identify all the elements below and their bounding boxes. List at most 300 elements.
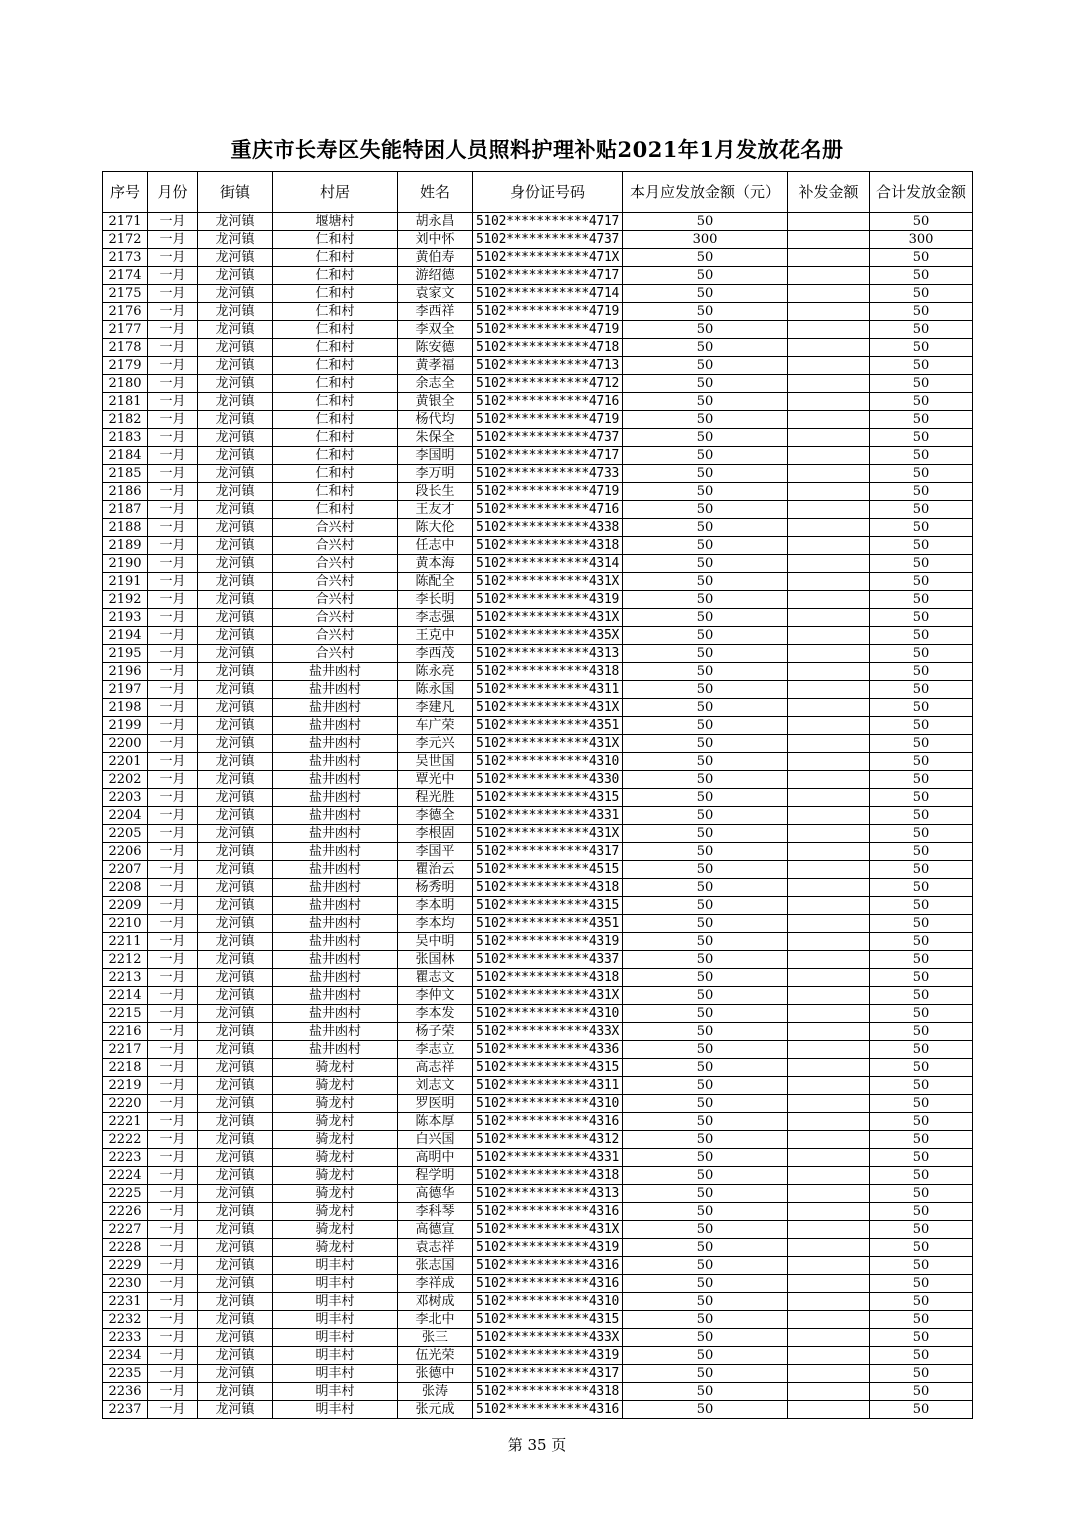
cell-serial: 2228	[103, 1239, 148, 1257]
cell-serial: 2204	[103, 807, 148, 825]
cell-month: 一月	[148, 1293, 198, 1311]
cell-back-pay	[788, 771, 870, 789]
cell-name: 吴中明	[398, 933, 473, 951]
cell-village: 明丰村	[273, 1365, 398, 1383]
cell-id-number: 5102***********4338	[473, 519, 623, 537]
cell-total-amount: 50	[870, 1401, 973, 1419]
cell-total-amount: 50	[870, 969, 973, 987]
cell-name: 伍光荣	[398, 1347, 473, 1365]
table-row	[103, 1257, 973, 1275]
table-row	[103, 753, 973, 771]
cell-id-number: 5102***********4319	[473, 933, 623, 951]
table-row	[103, 1059, 973, 1077]
table-row	[103, 393, 973, 411]
cell-id-number: 5102***********431X	[473, 1221, 623, 1239]
table-row	[103, 1365, 973, 1383]
table-row	[103, 555, 973, 573]
cell-back-pay	[788, 555, 870, 573]
cell-village: 盐井凼村	[273, 1023, 398, 1041]
cell-serial: 2190	[103, 555, 148, 573]
cell-village: 明丰村	[273, 1257, 398, 1275]
header-village: 村居	[273, 172, 398, 213]
cell-serial: 2182	[103, 411, 148, 429]
header-back-pay: 补发金额	[788, 172, 870, 213]
cell-name: 李祥成	[398, 1275, 473, 1293]
cell-total-amount: 50	[870, 1383, 973, 1401]
table-row	[103, 267, 973, 285]
cell-back-pay	[788, 789, 870, 807]
cell-village: 明丰村	[273, 1347, 398, 1365]
cell-serial: 2224	[103, 1167, 148, 1185]
cell-name: 朱保全	[398, 429, 473, 447]
table-row	[103, 303, 973, 321]
cell-back-pay	[788, 1131, 870, 1149]
cell-village: 盐井凼村	[273, 933, 398, 951]
cell-back-pay	[788, 1239, 870, 1257]
cell-total-amount: 50	[870, 609, 973, 627]
cell-monthly-amount: 50	[623, 753, 788, 771]
cell-id-number: 5102***********4719	[473, 483, 623, 501]
cell-monthly-amount: 50	[623, 1023, 788, 1041]
cell-serial: 2176	[103, 303, 148, 321]
table-row	[103, 969, 973, 987]
cell-serial: 2200	[103, 735, 148, 753]
cell-name: 王克中	[398, 627, 473, 645]
cell-serial: 2179	[103, 357, 148, 375]
cell-town: 龙河镇	[198, 753, 273, 771]
cell-month: 一月	[148, 1239, 198, 1257]
cell-id-number: 5102***********433X	[473, 1023, 623, 1041]
cell-monthly-amount: 50	[623, 1167, 788, 1185]
cell-town: 龙河镇	[198, 933, 273, 951]
cell-id-number: 5102***********4717	[473, 213, 623, 231]
cell-name: 杨子荣	[398, 1023, 473, 1041]
table-row	[103, 429, 973, 447]
table-row	[103, 879, 973, 897]
cell-back-pay	[788, 1401, 870, 1419]
cell-back-pay	[788, 231, 870, 249]
cell-back-pay	[788, 1059, 870, 1077]
cell-monthly-amount: 50	[623, 897, 788, 915]
cell-total-amount: 50	[870, 267, 973, 285]
cell-town: 龙河镇	[198, 1383, 273, 1401]
cell-back-pay	[788, 501, 870, 519]
cell-name: 刘中怀	[398, 231, 473, 249]
table-row	[103, 249, 973, 267]
table-row	[103, 501, 973, 519]
cell-total-amount: 50	[870, 825, 973, 843]
cell-name: 李双全	[398, 321, 473, 339]
cell-village: 合兴村	[273, 627, 398, 645]
cell-monthly-amount: 50	[623, 699, 788, 717]
cell-village: 盐井凼村	[273, 825, 398, 843]
cell-id-number: 5102***********4319	[473, 1347, 623, 1365]
cell-serial: 2211	[103, 933, 148, 951]
cell-month: 一月	[148, 393, 198, 411]
cell-serial: 2171	[103, 213, 148, 231]
cell-name: 任志中	[398, 537, 473, 555]
cell-name: 高明中	[398, 1149, 473, 1167]
cell-monthly-amount: 50	[623, 1113, 788, 1131]
cell-town: 龙河镇	[198, 537, 273, 555]
cell-total-amount: 300	[870, 231, 973, 249]
cell-total-amount: 50	[870, 213, 973, 231]
cell-back-pay	[788, 1293, 870, 1311]
cell-serial: 2203	[103, 789, 148, 807]
cell-name: 杨代均	[398, 411, 473, 429]
cell-id-number: 5102***********4351	[473, 915, 623, 933]
cell-month: 一月	[148, 1131, 198, 1149]
cell-month: 一月	[148, 663, 198, 681]
cell-village: 仁和村	[273, 393, 398, 411]
table-row	[103, 1203, 973, 1221]
cell-total-amount: 50	[870, 1059, 973, 1077]
cell-serial: 2237	[103, 1401, 148, 1419]
table-row	[103, 1023, 973, 1041]
cell-village: 盐井凼村	[273, 879, 398, 897]
cell-month: 一月	[148, 897, 198, 915]
cell-serial: 2235	[103, 1365, 148, 1383]
cell-serial: 2215	[103, 1005, 148, 1023]
cell-back-pay	[788, 249, 870, 267]
cell-town: 龙河镇	[198, 321, 273, 339]
cell-monthly-amount: 50	[623, 501, 788, 519]
cell-serial: 2212	[103, 951, 148, 969]
cell-town: 龙河镇	[198, 861, 273, 879]
header-name: 姓名	[398, 172, 473, 213]
cell-month: 一月	[148, 411, 198, 429]
cell-name: 陈本厚	[398, 1113, 473, 1131]
table-row	[103, 609, 973, 627]
cell-total-amount: 50	[870, 1113, 973, 1131]
cell-monthly-amount: 50	[623, 717, 788, 735]
header-row	[103, 172, 973, 213]
cell-total-amount: 50	[870, 861, 973, 879]
cell-name: 高德华	[398, 1185, 473, 1203]
table-body	[103, 213, 973, 1419]
cell-back-pay	[788, 573, 870, 591]
cell-village: 骑龙村	[273, 1221, 398, 1239]
cell-town: 龙河镇	[198, 447, 273, 465]
cell-total-amount: 50	[870, 393, 973, 411]
cell-name: 李万明	[398, 465, 473, 483]
cell-town: 龙河镇	[198, 393, 273, 411]
cell-total-amount: 50	[870, 321, 973, 339]
cell-monthly-amount: 50	[623, 1077, 788, 1095]
cell-village: 合兴村	[273, 519, 398, 537]
cell-village: 骑龙村	[273, 1131, 398, 1149]
cell-monthly-amount: 50	[623, 1131, 788, 1149]
cell-back-pay	[788, 843, 870, 861]
cell-back-pay	[788, 915, 870, 933]
cell-village: 盐井凼村	[273, 789, 398, 807]
cell-id-number: 5102***********4315	[473, 897, 623, 915]
cell-village: 仁和村	[273, 231, 398, 249]
cell-town: 龙河镇	[198, 339, 273, 357]
cell-village: 仁和村	[273, 447, 398, 465]
cell-total-amount: 50	[870, 1239, 973, 1257]
cell-town: 龙河镇	[198, 609, 273, 627]
cell-village: 明丰村	[273, 1275, 398, 1293]
cell-town: 龙河镇	[198, 1347, 273, 1365]
cell-monthly-amount: 50	[623, 951, 788, 969]
cell-name: 李国平	[398, 843, 473, 861]
cell-back-pay	[788, 537, 870, 555]
cell-month: 一月	[148, 1149, 198, 1167]
cell-back-pay	[788, 357, 870, 375]
cell-id-number: 5102***********4312	[473, 1131, 623, 1149]
cell-village: 合兴村	[273, 645, 398, 663]
cell-back-pay	[788, 483, 870, 501]
cell-name: 李仲文	[398, 987, 473, 1005]
cell-town: 龙河镇	[198, 735, 273, 753]
cell-monthly-amount: 50	[623, 573, 788, 591]
cell-serial: 2193	[103, 609, 148, 627]
cell-monthly-amount: 300	[623, 231, 788, 249]
table-row	[103, 663, 973, 681]
cell-town: 龙河镇	[198, 1329, 273, 1347]
cell-monthly-amount: 50	[623, 1329, 788, 1347]
cell-village: 仁和村	[273, 429, 398, 447]
cell-serial: 2187	[103, 501, 148, 519]
cell-back-pay	[788, 1077, 870, 1095]
cell-village: 仁和村	[273, 483, 398, 501]
cell-name: 李西茂	[398, 645, 473, 663]
cell-village: 明丰村	[273, 1383, 398, 1401]
table-row	[103, 987, 973, 1005]
cell-village: 盐井凼村	[273, 1041, 398, 1059]
header-town: 街镇	[198, 172, 273, 213]
cell-total-amount: 50	[870, 987, 973, 1005]
cell-monthly-amount: 50	[623, 339, 788, 357]
cell-back-pay	[788, 1149, 870, 1167]
cell-month: 一月	[148, 465, 198, 483]
cell-name: 瞿志文	[398, 969, 473, 987]
cell-total-amount: 50	[870, 1095, 973, 1113]
cell-total-amount: 50	[870, 627, 973, 645]
cell-total-amount: 50	[870, 753, 973, 771]
cell-village: 合兴村	[273, 555, 398, 573]
table-row	[103, 807, 973, 825]
table-row	[103, 1167, 973, 1185]
cell-back-pay	[788, 1203, 870, 1221]
cell-village: 骑龙村	[273, 1185, 398, 1203]
table-row	[103, 1401, 973, 1419]
cell-total-amount: 50	[870, 717, 973, 735]
cell-id-number: 5102***********4317	[473, 843, 623, 861]
cell-town: 龙河镇	[198, 681, 273, 699]
cell-month: 一月	[148, 933, 198, 951]
cell-name: 陈永国	[398, 681, 473, 699]
table-row	[103, 1077, 973, 1095]
cell-month: 一月	[148, 375, 198, 393]
cell-monthly-amount: 50	[623, 411, 788, 429]
table-row	[103, 627, 973, 645]
cell-month: 一月	[148, 1023, 198, 1041]
cell-id-number: 5102***********4315	[473, 1059, 623, 1077]
cell-name: 张德中	[398, 1365, 473, 1383]
cell-town: 龙河镇	[198, 1221, 273, 1239]
cell-month: 一月	[148, 267, 198, 285]
cell-monthly-amount: 50	[623, 987, 788, 1005]
table-row	[103, 447, 973, 465]
cell-total-amount: 50	[870, 1311, 973, 1329]
cell-town: 龙河镇	[198, 1293, 273, 1311]
cell-monthly-amount: 50	[623, 663, 788, 681]
cell-name: 车广荣	[398, 717, 473, 735]
cell-village: 盐井凼村	[273, 969, 398, 987]
cell-name: 李北中	[398, 1311, 473, 1329]
cell-month: 一月	[148, 987, 198, 1005]
cell-total-amount: 50	[870, 1023, 973, 1041]
cell-month: 一月	[148, 1401, 198, 1419]
cell-town: 龙河镇	[198, 789, 273, 807]
cell-total-amount: 50	[870, 1077, 973, 1095]
cell-name: 瞿治云	[398, 861, 473, 879]
cell-name: 罗医明	[398, 1095, 473, 1113]
cell-name: 李本均	[398, 915, 473, 933]
cell-name: 张涛	[398, 1383, 473, 1401]
cell-name: 覃光中	[398, 771, 473, 789]
cell-id-number: 5102***********4313	[473, 645, 623, 663]
cell-monthly-amount: 50	[623, 303, 788, 321]
table-row	[103, 519, 973, 537]
cell-month: 一月	[148, 1041, 198, 1059]
cell-village: 盐井凼村	[273, 861, 398, 879]
table-row	[103, 717, 973, 735]
cell-name: 杨秀明	[398, 879, 473, 897]
cell-back-pay	[788, 735, 870, 753]
cell-total-amount: 50	[870, 1149, 973, 1167]
cell-monthly-amount: 50	[623, 1275, 788, 1293]
cell-serial: 2231	[103, 1293, 148, 1311]
cell-serial: 2188	[103, 519, 148, 537]
cell-town: 龙河镇	[198, 231, 273, 249]
cell-id-number: 5102***********4311	[473, 681, 623, 699]
cell-serial: 2206	[103, 843, 148, 861]
cell-month: 一月	[148, 1221, 198, 1239]
cell-village: 骑龙村	[273, 1095, 398, 1113]
cell-name: 李国明	[398, 447, 473, 465]
table-row	[103, 1383, 973, 1401]
table-row	[103, 465, 973, 483]
cell-total-amount: 50	[870, 591, 973, 609]
cell-serial: 2218	[103, 1059, 148, 1077]
table-row	[103, 1113, 973, 1131]
cell-month: 一月	[148, 717, 198, 735]
cell-id-number: 5102***********431X	[473, 609, 623, 627]
cell-town: 龙河镇	[198, 807, 273, 825]
cell-back-pay	[788, 699, 870, 717]
cell-total-amount: 50	[870, 933, 973, 951]
cell-monthly-amount: 50	[623, 285, 788, 303]
cell-id-number: 5102***********4316	[473, 1257, 623, 1275]
cell-village: 仁和村	[273, 411, 398, 429]
cell-total-amount: 50	[870, 447, 973, 465]
cell-total-amount: 50	[870, 1293, 973, 1311]
cell-back-pay	[788, 321, 870, 339]
cell-id-number: 5102***********4315	[473, 1311, 623, 1329]
cell-name: 张元成	[398, 1401, 473, 1419]
table-row	[103, 1149, 973, 1167]
cell-serial: 2207	[103, 861, 148, 879]
cell-month: 一月	[148, 483, 198, 501]
cell-town: 龙河镇	[198, 1041, 273, 1059]
cell-serial: 2192	[103, 591, 148, 609]
cell-month: 一月	[148, 1203, 198, 1221]
cell-total-amount: 50	[870, 1221, 973, 1239]
cell-back-pay	[788, 375, 870, 393]
cell-town: 龙河镇	[198, 1077, 273, 1095]
cell-month: 一月	[148, 303, 198, 321]
cell-id-number: 5102***********4712	[473, 375, 623, 393]
cell-monthly-amount: 50	[623, 1185, 788, 1203]
cell-name: 张国林	[398, 951, 473, 969]
cell-town: 龙河镇	[198, 717, 273, 735]
cell-name: 李志强	[398, 609, 473, 627]
cell-total-amount: 50	[870, 951, 973, 969]
cell-month: 一月	[148, 501, 198, 519]
cell-monthly-amount: 50	[623, 321, 788, 339]
cell-total-amount: 50	[870, 807, 973, 825]
cell-serial: 2202	[103, 771, 148, 789]
cell-monthly-amount: 50	[623, 555, 788, 573]
cell-serial: 2213	[103, 969, 148, 987]
cell-name: 段长生	[398, 483, 473, 501]
cell-month: 一月	[148, 735, 198, 753]
cell-serial: 2229	[103, 1257, 148, 1275]
cell-id-number: 5102***********4336	[473, 1041, 623, 1059]
table-row	[103, 1329, 973, 1347]
cell-month: 一月	[148, 1077, 198, 1095]
cell-total-amount: 50	[870, 879, 973, 897]
cell-id-number: 5102***********4315	[473, 789, 623, 807]
cell-month: 一月	[148, 753, 198, 771]
cell-town: 龙河镇	[198, 483, 273, 501]
cell-monthly-amount: 50	[623, 393, 788, 411]
table-row	[103, 735, 973, 753]
cell-town: 龙河镇	[198, 663, 273, 681]
cell-village: 盐井凼村	[273, 897, 398, 915]
cell-village: 合兴村	[273, 609, 398, 627]
cell-total-amount: 50	[870, 699, 973, 717]
cell-total-amount: 50	[870, 645, 973, 663]
cell-month: 一月	[148, 1095, 198, 1113]
cell-monthly-amount: 50	[623, 1005, 788, 1023]
cell-village: 骑龙村	[273, 1239, 398, 1257]
cell-back-pay	[788, 1383, 870, 1401]
cell-back-pay	[788, 519, 870, 537]
cell-back-pay	[788, 1041, 870, 1059]
cell-village: 仁和村	[273, 501, 398, 519]
table-row	[103, 231, 973, 249]
cell-monthly-amount: 50	[623, 1203, 788, 1221]
cell-serial: 2173	[103, 249, 148, 267]
cell-month: 一月	[148, 681, 198, 699]
cell-month: 一月	[148, 609, 198, 627]
cell-town: 龙河镇	[198, 303, 273, 321]
header-id-number: 身份证号码	[473, 172, 623, 213]
cell-village: 盐井凼村	[273, 807, 398, 825]
cell-monthly-amount: 50	[623, 519, 788, 537]
table-row	[103, 591, 973, 609]
header-total-amount: 合计发放金额	[870, 172, 973, 213]
cell-name: 李西祥	[398, 303, 473, 321]
table-row	[103, 1095, 973, 1113]
cell-town: 龙河镇	[198, 249, 273, 267]
cell-village: 盐井凼村	[273, 1005, 398, 1023]
table-row	[103, 357, 973, 375]
